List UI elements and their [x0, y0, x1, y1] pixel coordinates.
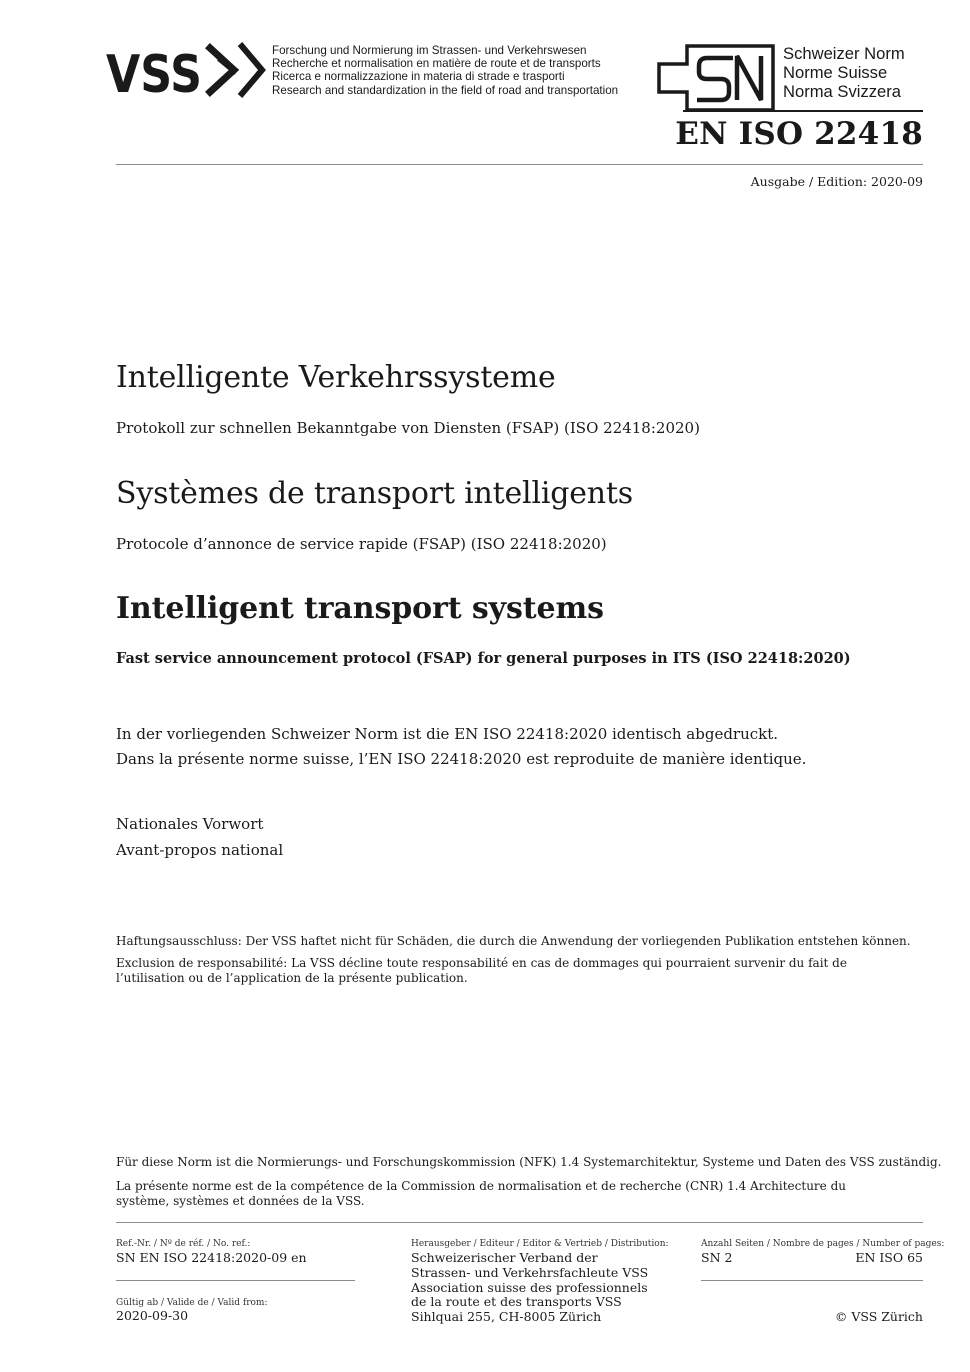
vss-description-line: Ricerca e normalizzazione in materia di strade e trasporti: [272, 70, 565, 84]
disclaimer-fr: Exclusion de responsabilité: La VSS décline toute responsabilité en cas de dommages qui pourraient survenir du fait de l’utilisation ou de l’application de la présente publication.: [116, 956, 847, 985]
valid-label: Gültig ab / Valide de / Valid from:: [116, 1298, 268, 1308]
edition-date: Ausgabe / Edition: 2020-09: [750, 174, 923, 189]
publisher-line: de la route et des transports VSS: [411, 1294, 622, 1310]
publisher-label: Herausgeber / Editeur / Editor & Vertrieb / Distribution:: [411, 1239, 669, 1249]
publisher-line: Association suisse des professionnels: [411, 1279, 648, 1295]
vss-description: [272, 44, 618, 97]
copyright: © VSS Zürich: [834, 1309, 923, 1324]
vss-logo: [106, 40, 266, 102]
vss-description-line: Recherche et normalisation en matière de route et de transports: [272, 57, 601, 71]
sn-name-de: Schweizer Norm: [783, 44, 905, 63]
identity-note-fr: Dans la présente norme suisse, l’EN ISO 22418:2020 est reproduite de manière identique.: [116, 750, 807, 768]
valid-value: 2020-09-30: [116, 1308, 189, 1323]
publisher-address: [411, 1251, 648, 1325]
pages-sn: SN 2: [701, 1250, 733, 1265]
ref-label: Ref.-Nr. / Nº de réf. / No. ref.:: [116, 1239, 251, 1249]
sn-name-fr: Norme Suisse: [783, 63, 888, 82]
publisher-line: Schweizerischer Verband der: [411, 1250, 598, 1265]
vss-description-line: Forschung und Normierung im Strassen- und Verkehrswesen: [272, 44, 587, 57]
footer-right-rule: [701, 1280, 923, 1281]
responsibility-de: Für diese Norm ist die Normierungs- und Forschungskommission (NFK) 1.4 Systemarchitektur, Systeme und Daten des VSS zuständig.: [116, 1155, 942, 1169]
title-fr: Systèmes de transport intelligents: [116, 476, 633, 511]
responsibility-fr: La présente norme est de la compétence de la Commission de normalisation et de recherche (CNR) 1.4 Architecture du système, systèmes et données de la VSS.: [116, 1179, 846, 1208]
sn-name-it: Norma Svizzera: [783, 82, 902, 101]
vss-chevron-icon: [210, 48, 234, 92]
title-en: Intelligent transport systems: [116, 591, 604, 626]
header-divider: [116, 164, 923, 165]
pages-label: Anzahl Seiten / Nombre de pages / Number of pages:: [701, 1239, 945, 1249]
sn-names: [783, 44, 905, 101]
ref-value: SN EN ISO 22418:2020-09 en: [116, 1250, 307, 1265]
identity-note-de: In der vorliegenden Schweizer Norm ist die EN ISO 22418:2020 identisch abgedruckt.: [116, 725, 779, 743]
standard-number: EN ISO 22418: [675, 116, 923, 152]
footer-divider: [116, 1222, 923, 1223]
header-rule-short: [683, 110, 923, 112]
vss-description-line: Research and standardization in the field of road and transportation: [272, 83, 619, 97]
publisher-line: Sihlquai 255, CH-8005 Zürich: [411, 1309, 602, 1325]
footer-left-rule: [116, 1280, 355, 1281]
disclaimer-de: Haftungsausschluss: Der VSS haftet nicht für Schäden, die durch die Anwendung der vorliegenden Publikation entstehen können.: [116, 934, 911, 948]
foreword-fr: Avant-propos national: [116, 841, 284, 859]
subtitle-fr: Protocole d’annonce de service rapide (FSAP) (ISO 22418:2020): [116, 535, 607, 553]
subtitle-en: Fast service announcement protocol (FSAP) for general purposes in ITS (ISO 22418:2020): [116, 650, 851, 667]
subtitle-de: Protokoll zur schnellen Bekanntgabe von Diensten (FSAP) (ISO 22418:2020): [116, 419, 700, 437]
sn-logo: [657, 44, 781, 112]
publisher-line: Strassen- und Verkehrsfachleute VSS: [411, 1264, 649, 1280]
title-de: Intelligente Verkehrssysteme: [116, 360, 556, 395]
foreword-de: Nationales Vorwort: [116, 815, 264, 833]
vss-logo-text: VSS: [106, 45, 202, 102]
pages-en: EN ISO 65: [855, 1250, 923, 1265]
